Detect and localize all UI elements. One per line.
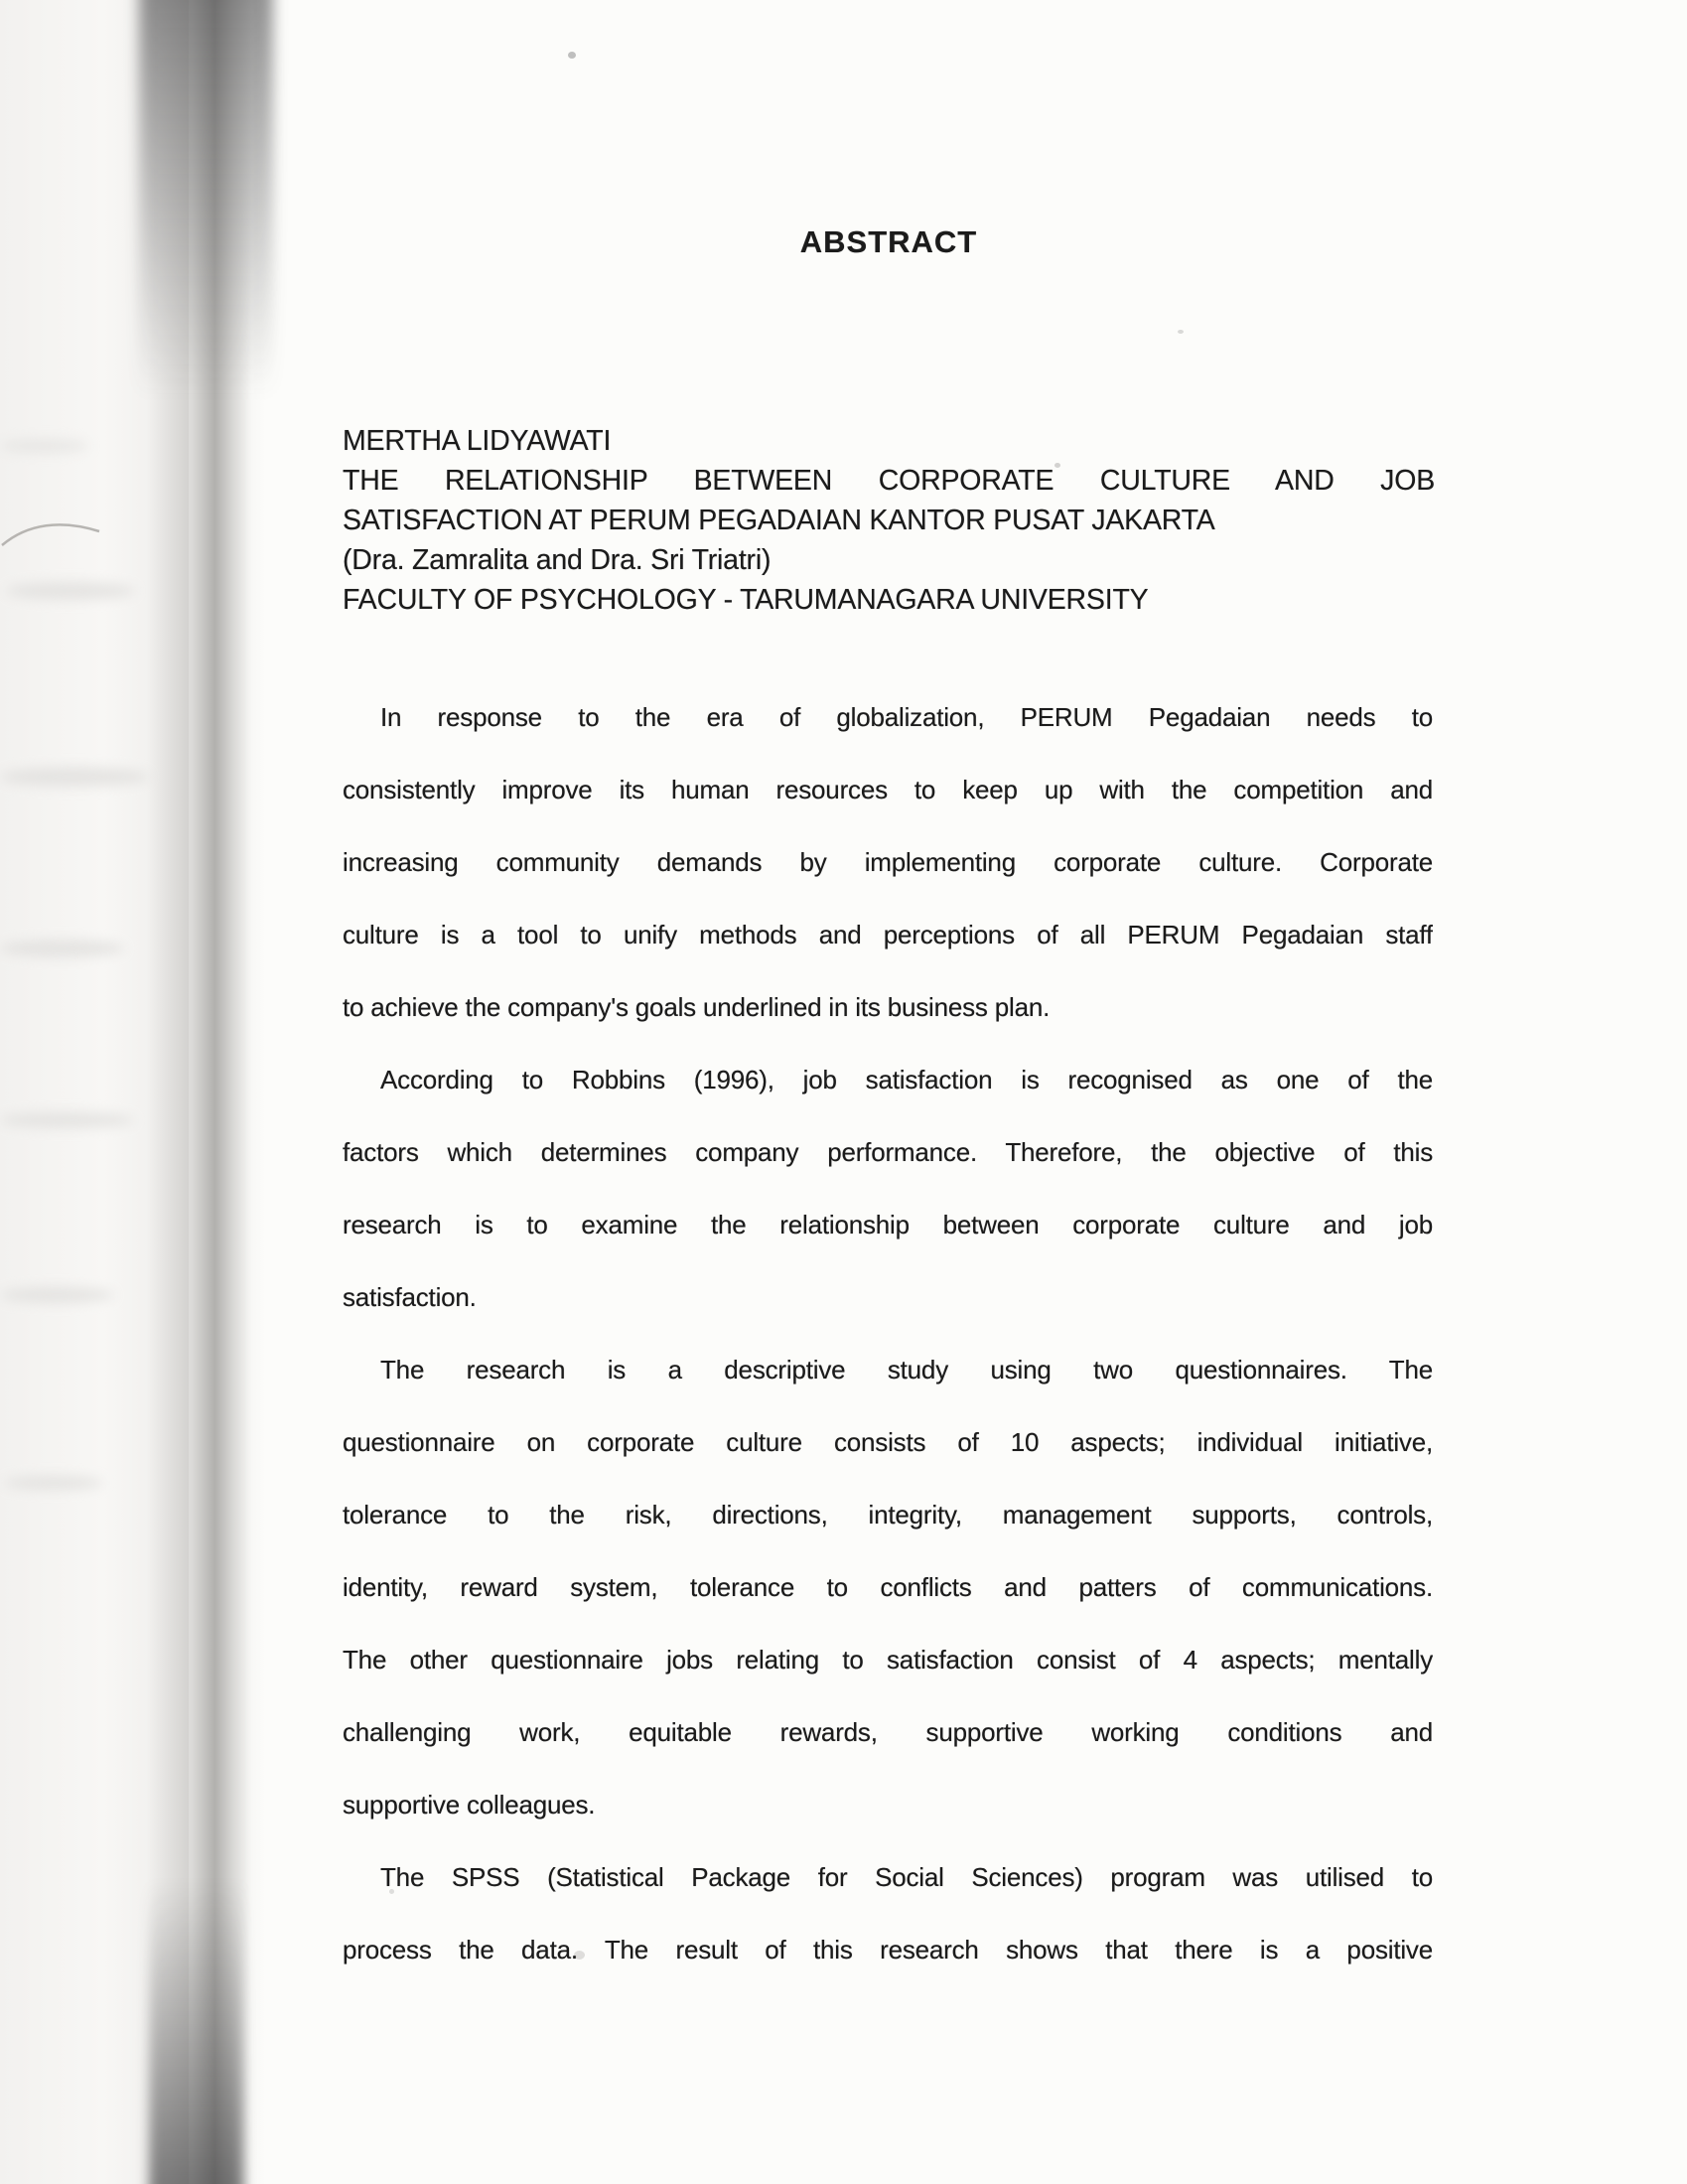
print-through-smudge (0, 1112, 134, 1128)
text-line: research is to examine the relationship between corporate culture and job (343, 1210, 1433, 1239)
binding-shadow-bottom (149, 1881, 243, 2184)
print-through-smudge (0, 439, 89, 453)
print-through-smudge (4, 1476, 103, 1490)
text-line: increasing community demands by implementing corporate culture. Corporate (343, 847, 1433, 877)
text-line: supportive colleagues. (343, 1790, 596, 1820)
scan-speck (1178, 330, 1184, 334)
text-line: questionnaire on corporate culture consists of 10 aspects; individual initiative, (343, 1427, 1433, 1457)
text-line: challenging work, equitable rewards, supportive working conditions and (343, 1717, 1433, 1747)
text-line: consistently improve its human resources to keep up with the competition and (343, 775, 1433, 804)
scanner-hair-artifact (0, 511, 109, 557)
print-through-smudge (0, 1287, 114, 1303)
thesis-title-line-2: SATISFACTION AT PERUM PEGADAIAN KANTOR PUSAT JAKARTA (343, 505, 1215, 536)
scan-speck (568, 52, 576, 59)
text-line: process the data. The result of this research shows that there is a positive (343, 1935, 1433, 1965)
paragraph (343, 1841, 1433, 1986)
page-title: ABSTRACT (799, 224, 978, 259)
text-line: to achieve the company's goals underlined in its business plan. (343, 992, 1051, 1022)
text-line: factors which determines company performance. Therefore, the objective of this (343, 1137, 1433, 1167)
print-through-smudge (6, 582, 135, 600)
binding-shadow-top (139, 0, 273, 397)
text-line: The research is a descriptive study using two questionnaires. The (380, 1355, 1433, 1384)
paragraph (343, 681, 1433, 1044)
advisors-line: (Dra. Zamralita and Dra. Sri Triatri) (343, 544, 772, 576)
abstract-body (343, 681, 1433, 1986)
thesis-title-line-1: THE RELATIONSHIP BETWEEN CORPORATE CULTURE AND JOB (343, 465, 1435, 497)
text-line: According to Robbins (1996), job satisfaction is recognised as one of the (380, 1065, 1433, 1094)
author-line: MERTHA LIDYAWATI (343, 425, 612, 457)
paragraph (343, 1334, 1433, 1841)
text-line: The SPSS (Statistical Package for Social Sciences) program was utilised to (380, 1862, 1433, 1892)
paragraph (343, 1044, 1433, 1334)
print-through-smudge (0, 767, 149, 787)
print-through-smudge (0, 940, 124, 957)
text-line: culture is a tool to unify methods and perceptions of all PERUM Pegadaian staff (343, 920, 1433, 949)
text-line: The other questionnaire jobs relating to satisfaction consist of 4 aspects; mentally (343, 1645, 1433, 1674)
text-line: identity, reward system, tolerance to conflicts and patters of communications. (343, 1572, 1433, 1602)
thesis-meta-block (343, 421, 1435, 620)
text-line: satisfaction. (343, 1282, 477, 1312)
affiliation-line: FACULTY OF PSYCHOLOGY - TARUMANAGARA UNIVERSITY (343, 584, 1149, 616)
text-line: In response to the era of globalization, PERUM Pegadaian needs to (380, 702, 1433, 732)
text-line: tolerance to the risk, directions, integrity, management supports, controls, (343, 1500, 1433, 1529)
